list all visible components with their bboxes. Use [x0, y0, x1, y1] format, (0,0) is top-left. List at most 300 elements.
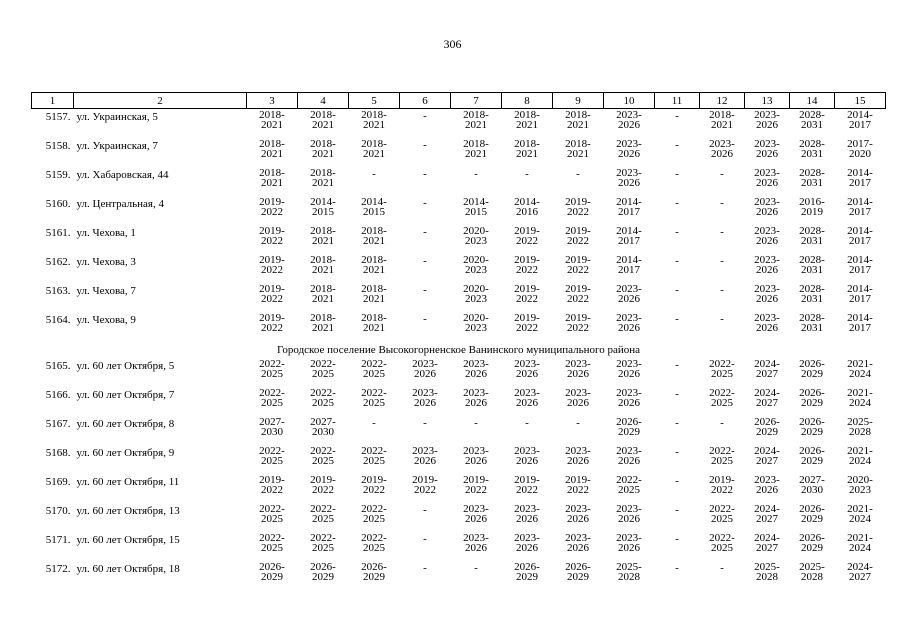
period-cell [700, 504, 745, 533]
period-cell [502, 562, 553, 591]
period-end: 2029 [516, 571, 538, 583]
period-cell [700, 109, 745, 140]
period-cell [790, 359, 835, 388]
period-start: 2023- [754, 109, 780, 121]
period-start: 2023- [616, 312, 642, 324]
period-cell [745, 446, 790, 475]
period-cell [553, 533, 604, 562]
period-cell [451, 226, 502, 255]
period-cell [790, 417, 835, 446]
period-end: 2030 [261, 426, 283, 438]
period-end: 2015 [465, 206, 487, 218]
period-cell [400, 359, 451, 388]
period-cell [451, 139, 502, 168]
period-cell-empty: - [576, 168, 580, 180]
period-start: 2026- [616, 416, 642, 428]
period-start: 2022- [310, 358, 336, 370]
period-start: 2014- [361, 196, 387, 208]
table-row [32, 313, 886, 342]
period-cell [745, 359, 790, 388]
period-end: 2022 [261, 264, 283, 276]
period-cell [298, 139, 349, 168]
period-cell [604, 475, 655, 504]
period-start: 2022- [259, 445, 285, 457]
period-start: 2022- [259, 387, 285, 399]
period-start: 2018- [310, 254, 336, 266]
period-start: 2022- [709, 503, 735, 515]
period-end: 2026 [756, 235, 778, 247]
period-start: 2018- [565, 138, 591, 150]
period-cell [604, 313, 655, 342]
period-cell [790, 139, 835, 168]
period-end: 2022 [516, 293, 538, 305]
header-cell: 12 [700, 93, 745, 109]
period-start: 2017- [847, 138, 873, 150]
period-cell [745, 168, 790, 197]
period-end: 2026 [618, 455, 640, 467]
period-end: 2026 [414, 397, 436, 409]
period-end: 2028 [801, 571, 823, 583]
period-end: 2026 [618, 119, 640, 131]
period-cell-empty: - [720, 255, 724, 267]
period-cell [745, 475, 790, 504]
table-row [32, 446, 886, 475]
period-start: 2019- [259, 474, 285, 486]
period-cell [835, 255, 886, 284]
period-end: 2023 [849, 484, 871, 496]
table-row [32, 168, 886, 197]
period-start: 2019- [565, 196, 591, 208]
address-cell: ул. 60 лет Октября, 7 [76, 389, 175, 401]
period-cell [835, 504, 886, 533]
period-start: 2023- [565, 445, 591, 457]
period-cell-empty: - [675, 255, 679, 267]
period-start: 2023- [514, 358, 540, 370]
period-start: 2025- [754, 561, 780, 573]
period-cell [451, 109, 502, 140]
period-cell [700, 359, 745, 388]
period-end: 2017 [849, 264, 871, 276]
header-cell: 8 [502, 93, 553, 109]
period-end: 2021 [363, 322, 385, 334]
period-cell-empty: - [675, 226, 679, 238]
period-cell [604, 417, 655, 446]
period-start: 2023- [463, 532, 489, 544]
period-cell [553, 109, 604, 140]
period-cell [553, 284, 604, 313]
period-start: 2022- [361, 358, 387, 370]
period-end: 2022 [414, 484, 436, 496]
period-cell [835, 388, 886, 417]
address-cell: ул. Украинская, 5 [76, 111, 158, 123]
period-end: 2026 [516, 397, 538, 409]
period-start: 2023- [514, 387, 540, 399]
period-cell [604, 359, 655, 388]
period-cell [745, 226, 790, 255]
period-cell [700, 533, 745, 562]
period-end: 2026 [756, 484, 778, 496]
period-cell [247, 139, 298, 168]
period-start: 2026- [754, 416, 780, 428]
period-end: 2023 [465, 264, 487, 276]
period-end: 2031 [801, 235, 823, 247]
period-start: 2018- [310, 167, 336, 179]
period-cell-empty: - [423, 226, 427, 238]
period-start: 2023- [754, 283, 780, 295]
period-end: 2021 [363, 235, 385, 247]
period-end: 2026 [756, 177, 778, 189]
period-start: 2018- [310, 283, 336, 295]
period-cell [400, 475, 451, 504]
header-cell: 11 [655, 93, 700, 109]
table-row [32, 255, 886, 284]
period-end: 2017 [849, 119, 871, 131]
period-end: 2025 [711, 397, 733, 409]
period-cell [298, 562, 349, 591]
table-row [32, 359, 886, 388]
period-start: 2026- [259, 561, 285, 573]
period-start: 2028- [799, 312, 825, 324]
period-start: 2016- [799, 196, 825, 208]
period-start: 2022- [259, 503, 285, 515]
period-cell [247, 417, 298, 446]
period-start: 2018- [361, 254, 387, 266]
period-end: 2024 [849, 455, 871, 467]
period-end: 2025 [363, 455, 385, 467]
period-end: 2022 [261, 293, 283, 305]
period-start: 2014- [847, 225, 873, 237]
period-cell-empty: - [720, 417, 724, 429]
period-cell [349, 446, 400, 475]
address-cell: ул. Чехова, 1 [76, 227, 136, 239]
period-start: 2022- [709, 532, 735, 544]
period-start: 2019- [412, 474, 438, 486]
period-end: 2021 [312, 293, 334, 305]
period-end: 2021 [312, 177, 334, 189]
period-cell [349, 475, 400, 504]
period-start: 2018- [259, 138, 285, 150]
period-start: 2023- [616, 138, 642, 150]
period-cell [247, 359, 298, 388]
header-cell: 4 [298, 93, 349, 109]
period-end: 2026 [567, 397, 589, 409]
period-cell [298, 533, 349, 562]
period-cell-empty: - [675, 446, 679, 458]
period-cell [298, 109, 349, 140]
period-cell [745, 313, 790, 342]
period-start: 2019- [361, 474, 387, 486]
period-cell [349, 533, 400, 562]
period-cell [247, 168, 298, 197]
period-end: 2026 [465, 368, 487, 380]
period-end: 2025 [312, 455, 334, 467]
period-end: 2016 [516, 206, 538, 218]
period-start: 2018- [514, 138, 540, 150]
period-end: 2021 [261, 177, 283, 189]
period-cell [745, 109, 790, 140]
period-cell-empty: - [474, 562, 478, 574]
period-cell [298, 359, 349, 388]
period-start: 2014- [616, 196, 642, 208]
period-end: 2026 [516, 368, 538, 380]
period-cell [349, 139, 400, 168]
period-start: 2026- [799, 503, 825, 515]
period-cell [451, 313, 502, 342]
header-cell: 7 [451, 93, 502, 109]
period-cell [790, 255, 835, 284]
period-end: 2022 [363, 484, 385, 496]
period-end: 2026 [618, 177, 640, 189]
period-cell [247, 197, 298, 226]
period-cell [502, 313, 553, 342]
row-number: 5170. [45, 505, 71, 517]
address-cell: ул. Чехова, 3 [76, 256, 136, 268]
period-end: 2029 [261, 571, 283, 583]
period-end: 2022 [261, 235, 283, 247]
period-cell [745, 533, 790, 562]
period-cell [247, 562, 298, 591]
period-start: 2018- [259, 167, 285, 179]
period-end: 2026 [756, 119, 778, 131]
period-start: 2022- [310, 445, 336, 457]
period-end: 2025 [261, 455, 283, 467]
period-cell-empty: - [675, 562, 679, 574]
period-start: 2021- [847, 387, 873, 399]
header-cell: 14 [790, 93, 835, 109]
period-cell [451, 359, 502, 388]
period-end: 2026 [465, 455, 487, 467]
period-start: 2023- [616, 532, 642, 544]
period-cell-empty: - [675, 504, 679, 516]
period-end: 2022 [516, 235, 538, 247]
period-cell-empty: - [675, 313, 679, 325]
period-end: 2029 [801, 397, 823, 409]
period-end: 2022 [567, 264, 589, 276]
period-cell [502, 533, 553, 562]
period-end: 2025 [261, 397, 283, 409]
period-end: 2026 [414, 368, 436, 380]
period-end: 2025 [363, 368, 385, 380]
period-cell [553, 504, 604, 533]
period-start: 2023- [616, 358, 642, 370]
row-number: 5169. [45, 476, 71, 488]
address-cell: ул. Хабаровская, 44 [76, 169, 169, 181]
period-start: 2023- [709, 138, 735, 150]
table-row [32, 533, 886, 562]
period-start: 2028- [799, 283, 825, 295]
period-cell [349, 313, 400, 342]
period-end: 2025 [618, 484, 640, 496]
period-end: 2017 [618, 235, 640, 247]
period-cell-empty: - [675, 388, 679, 400]
table-row [32, 475, 886, 504]
period-cell [700, 446, 745, 475]
period-start: 2025- [847, 416, 873, 428]
period-cell [835, 284, 886, 313]
period-cell [790, 168, 835, 197]
period-cell [451, 475, 502, 504]
period-end: 2021 [363, 293, 385, 305]
period-end: 2025 [711, 513, 733, 525]
period-start: 2023- [565, 387, 591, 399]
section-row [32, 342, 886, 359]
period-cell-empty: - [423, 139, 427, 151]
period-start: 2026- [799, 387, 825, 399]
period-cell [745, 284, 790, 313]
period-start: 2019- [259, 312, 285, 324]
period-start: 2023- [463, 358, 489, 370]
period-end: 2027 [756, 368, 778, 380]
period-cell [835, 139, 886, 168]
period-start: 2023- [514, 503, 540, 515]
period-start: 2022- [310, 532, 336, 544]
period-start: 2020- [463, 225, 489, 237]
period-start: 2020- [847, 474, 873, 486]
period-cell [247, 446, 298, 475]
table-row [32, 417, 886, 446]
period-end: 2015 [363, 206, 385, 218]
period-cell [502, 284, 553, 313]
period-start: 2018- [361, 109, 387, 121]
period-end: 2025 [312, 513, 334, 525]
period-start: 2018- [310, 109, 336, 121]
period-cell [349, 388, 400, 417]
period-cell [502, 504, 553, 533]
period-cell [553, 562, 604, 591]
address-cell: ул. 60 лет Октября, 8 [76, 418, 175, 430]
period-end: 2029 [801, 455, 823, 467]
period-cell-empty: - [525, 417, 529, 429]
period-start: 2019- [514, 312, 540, 324]
period-cell-empty: - [720, 226, 724, 238]
period-cell-empty: - [525, 168, 529, 180]
period-cell [298, 255, 349, 284]
period-cell [247, 109, 298, 140]
period-end: 2026 [618, 293, 640, 305]
period-end: 2015 [312, 206, 334, 218]
period-cell [502, 359, 553, 388]
period-cell-empty: - [675, 284, 679, 296]
period-end: 2029 [801, 542, 823, 554]
period-end: 2021 [312, 119, 334, 131]
period-start: 2023- [754, 312, 780, 324]
period-end: 2028 [618, 571, 640, 583]
period-end: 2021 [567, 119, 589, 131]
period-cell-empty: - [675, 168, 679, 180]
period-cell [835, 226, 886, 255]
period-start: 2023- [412, 358, 438, 370]
period-end: 2031 [801, 293, 823, 305]
period-start: 2018- [310, 225, 336, 237]
period-start: 2014- [847, 283, 873, 295]
period-start: 2019- [709, 474, 735, 486]
period-cell [247, 226, 298, 255]
period-start: 2023- [514, 532, 540, 544]
period-cell [349, 562, 400, 591]
period-end: 2021 [312, 148, 334, 160]
period-start: 2018- [565, 109, 591, 121]
period-start: 2014- [463, 196, 489, 208]
period-cell [604, 109, 655, 140]
period-start: 2018- [361, 312, 387, 324]
row-number: 5166. [45, 389, 71, 401]
period-end: 2017 [618, 206, 640, 218]
period-start: 2025- [799, 561, 825, 573]
row-number: 5164. [45, 314, 71, 326]
period-end: 2021 [711, 119, 733, 131]
period-end: 2019 [801, 206, 823, 218]
address-cell: ул. 60 лет Октября, 11 [76, 476, 180, 488]
period-cell-empty: - [720, 313, 724, 325]
period-start: 2022- [361, 387, 387, 399]
period-start: 2023- [463, 503, 489, 515]
address-cell: ул. Чехова, 7 [76, 285, 136, 297]
period-cell-empty: - [423, 562, 427, 574]
period-end: 2029 [567, 571, 589, 583]
period-end: 2029 [756, 426, 778, 438]
period-end: 2027 [849, 571, 871, 583]
row-number: 5161. [45, 227, 71, 239]
period-cell [349, 109, 400, 140]
page-number: 306 [443, 37, 462, 51]
period-cell-empty: - [474, 417, 478, 429]
period-end: 2025 [312, 397, 334, 409]
row-number: 5157. [45, 111, 71, 123]
period-end: 2031 [801, 148, 823, 160]
period-cell [790, 446, 835, 475]
period-start: 2020- [463, 254, 489, 266]
period-end: 2026 [756, 264, 778, 276]
period-start: 2019- [514, 474, 540, 486]
period-start: 2021- [847, 358, 873, 370]
period-end: 2025 [261, 368, 283, 380]
period-start: 2028- [799, 138, 825, 150]
section-title: Городское поселение Высокогорненское Ванинского муниципального района [277, 344, 640, 356]
row-number: 5167. [45, 418, 71, 430]
period-end: 2025 [711, 542, 733, 554]
header-cell: 6 [400, 93, 451, 109]
period-end: 2022 [567, 484, 589, 496]
period-end: 2029 [312, 571, 334, 583]
period-start: 2024- [754, 445, 780, 457]
period-end: 2025 [363, 513, 385, 525]
period-cell [451, 388, 502, 417]
period-cell [400, 388, 451, 417]
period-cell-empty: - [372, 168, 376, 180]
period-end: 2029 [801, 368, 823, 380]
period-cell [298, 446, 349, 475]
row-number: 5158. [45, 140, 71, 152]
period-cell-empty: - [423, 313, 427, 325]
period-start: 2020- [463, 312, 489, 324]
address-cell: ул. 60 лет Октября, 13 [76, 505, 180, 517]
period-end: 2021 [363, 264, 385, 276]
period-cell [247, 388, 298, 417]
period-start: 2028- [799, 167, 825, 179]
period-end: 2025 [711, 455, 733, 467]
period-cell [745, 504, 790, 533]
period-cell [502, 388, 553, 417]
address-cell: ул. 60 лет Октября, 15 [76, 534, 180, 546]
period-start: 2014- [847, 167, 873, 179]
period-cell-empty: - [675, 417, 679, 429]
period-end: 2021 [261, 119, 283, 131]
period-cell [502, 109, 553, 140]
period-start: 2014- [847, 109, 873, 121]
address-cell: ул. Чехова, 9 [76, 314, 136, 326]
period-end: 2027 [756, 455, 778, 467]
period-start: 2018- [259, 109, 285, 121]
